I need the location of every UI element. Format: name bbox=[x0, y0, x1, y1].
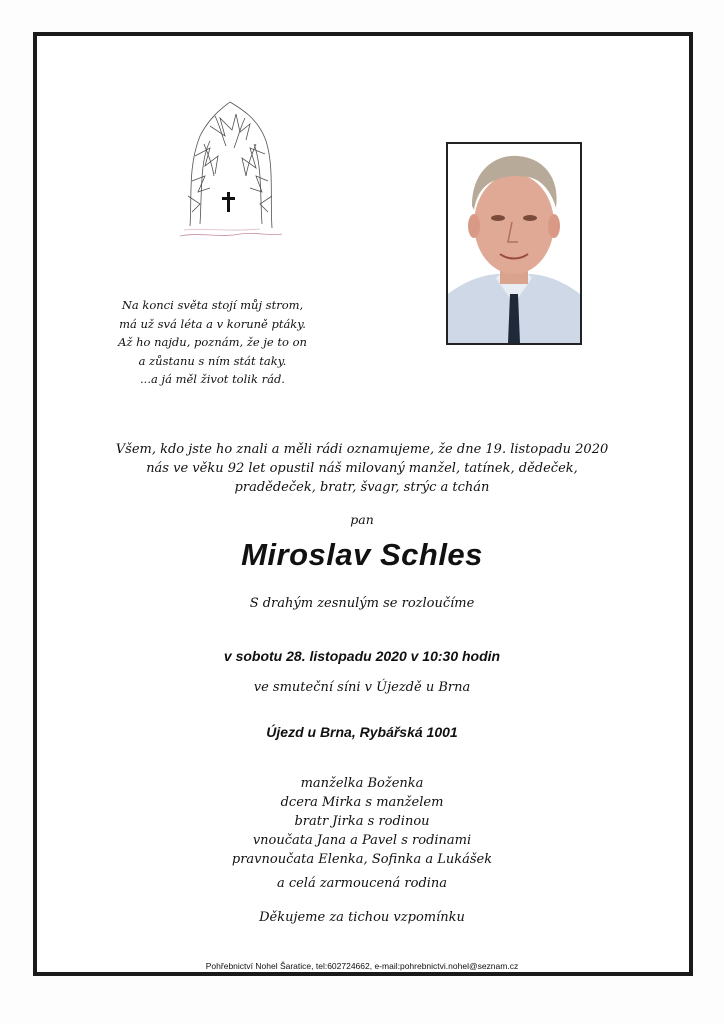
farewell-text: S drahým zesnulým se rozloučíme bbox=[249, 596, 475, 611]
survivor-line: pravnoučata Elenka, Sofinka a Lukášek bbox=[231, 852, 493, 867]
survivor-line: bratr Jirka s rodinou bbox=[294, 814, 430, 829]
poem-line: má už svá léta a v koruně ptáky. bbox=[119, 316, 306, 331]
poem-line: Až ho najdu, poznám, že je to on bbox=[118, 335, 307, 349]
announcement-line: pradědeček, bratr, švagr, strýc a tchán bbox=[234, 480, 490, 495]
tree-with-cross-icon bbox=[170, 96, 288, 246]
family-line: a celá zarmoucená rodina bbox=[276, 876, 448, 891]
funeral-home-footer: Pohřebnictví Nohel Šaratice, tel:602724662, e-mail:pohrebnictvi.nohel@seznam.cz bbox=[205, 961, 519, 971]
poem-line: a zůstanu s ním stát taky. bbox=[138, 353, 287, 368]
survivor-line: dcera Mirka s manželem bbox=[280, 795, 444, 810]
deceased-name: Miroslav Schles bbox=[241, 537, 483, 572]
announcement-text bbox=[0, 440, 724, 497]
survivor-line: manželka Boženka bbox=[300, 776, 424, 791]
announcement-line: Všem, kdo jste ho znali a měli rádi oznamujeme, že dne 19. listopadu 2020 bbox=[115, 442, 609, 457]
poem-line: ...a já měl život tolik rád. bbox=[140, 372, 285, 386]
poem bbox=[80, 296, 345, 389]
survivor-line: vnoučata Jana a Pavel s rodinami bbox=[252, 833, 472, 848]
poem-line: Na konci světa stojí můj strom, bbox=[121, 298, 304, 312]
address: Újezd u Brna, Rybářská 1001 bbox=[266, 724, 458, 740]
portrait-photo bbox=[446, 142, 582, 345]
thanks-line: Děkujeme za tichou vzpomínku bbox=[259, 910, 465, 925]
ceremony-place: ve smuteční síni v Újezdě u Brna bbox=[253, 680, 471, 695]
survivors-list bbox=[0, 774, 724, 869]
portrait-image bbox=[448, 144, 580, 343]
announcement-line: nás ve věku 92 let opustil náš milovaný manžel, tatínek, dědeček, bbox=[146, 461, 578, 476]
ceremony-datetime: v sobotu 28. listopadu 2020 v 10:30 hodin bbox=[223, 648, 501, 664]
honorific: pan bbox=[350, 512, 374, 527]
